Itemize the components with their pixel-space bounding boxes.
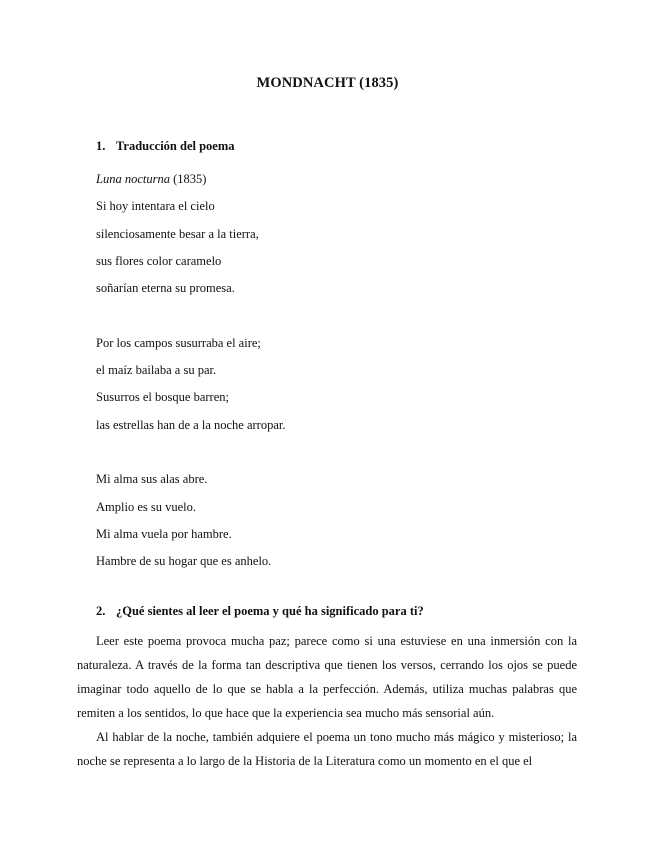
section-1-number: 1. (96, 139, 106, 153)
paragraph: Al hablar de la noche, también adquiere el poema un tono mucho más mágico y misterioso; la noche se representa a lo largo de la Historia de la Literatura como un momento en el que el (77, 729, 577, 768)
section-2-number: 2. (96, 604, 106, 618)
poem-translation (96, 166, 286, 575)
section-1-heading (96, 139, 235, 154)
poem-line: Si hoy intentara el cielo (96, 199, 215, 214)
poem-line: Mi alma vuela por hambre. (96, 526, 232, 541)
poem-line: Susurros el bosque barren; (96, 390, 229, 405)
stanza-gap (96, 439, 286, 466)
poem-line: Por los campos susurraba el aire; (96, 335, 261, 350)
poem-line: soñarían eterna su promesa. (96, 281, 235, 296)
poem-year: (1835) (169, 172, 207, 186)
poem-line: Mi alma sus alas abre. (96, 472, 208, 487)
poem-title: Luna nocturna (96, 172, 170, 186)
poem-line: las estrellas han de a la noche arropar. (96, 417, 286, 432)
section-2-heading-text: ¿Qué sientes al leer el poema y qué ha significado para ti? (116, 604, 424, 618)
poem-line: Hambre de su hogar que es anhelo. (96, 554, 272, 569)
paragraph: Leer este poema provoca mucha paz; parece como si una estuviese en una inmersión con la naturaleza. A través de la forma tan descriptiva que tienen los versos, cerrando los ojos se puede imaginar todo aquello de lo que se habla a la perfección. Además, utiliza muchas palabras que remiten a los sentidos, lo que hace que la experiencia sea mucho más sensorial aún. (77, 634, 577, 720)
section-1-heading-text: Traducción del poema (116, 139, 235, 153)
poem-line: el maíz bailaba a su par. (96, 363, 217, 378)
section-2-heading (96, 604, 424, 619)
poem-line: sus flores color caramelo (96, 253, 222, 268)
stanza-gap (96, 302, 286, 329)
poem-title-line (96, 166, 286, 193)
page-title: MONDNACHT (1835) (256, 75, 399, 91)
section-2-body (77, 630, 577, 773)
poem-line: Amplio es su vuelo. (96, 499, 196, 514)
poem-line: silenciosamente besar a la tierra, (96, 226, 259, 241)
